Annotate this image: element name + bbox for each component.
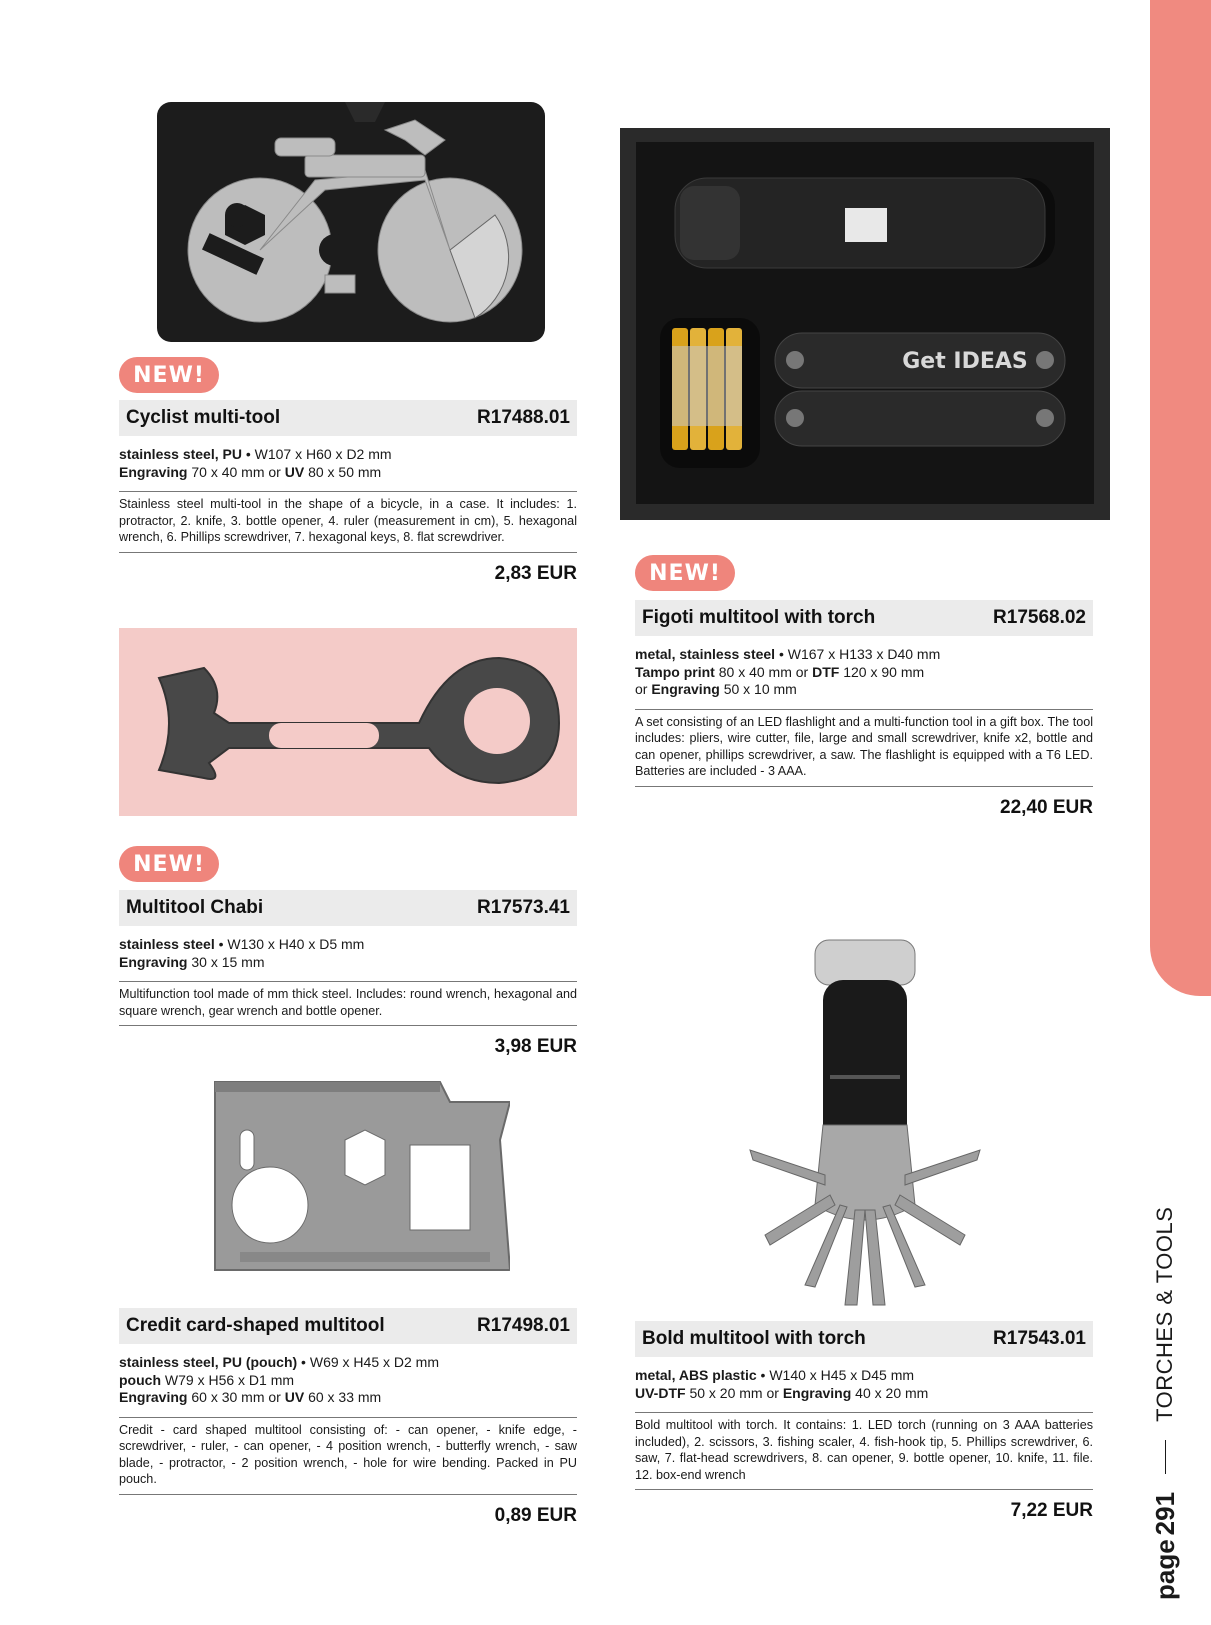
figoti-set-image — [620, 128, 1110, 520]
product-description: Bold multitool with torch. It contains: 1. LED torch (running on 3 AAA batteries included), 2. scissors, 3. fishing scaler, 4. fish-hook tip, 5. Phillips screwdriver, 6. saw, 7. flat-head screwdrivers, 8. can opener, 9. bottle opener, 10. knife, 11. file. 12. box-end wrench — [635, 1412, 1093, 1490]
product-description: Multifunction tool made of mm thick steel. Includes: round wrench, hexagonal and square wrench, gear wrench and bottle opener. — [119, 981, 577, 1026]
credit-card-multitool-image — [210, 1080, 510, 1280]
page-number: 291 — [1149, 1491, 1180, 1536]
product-price: 7,22 EUR — [1010, 1500, 1093, 1521]
product-name: Figoti multitool with torch — [642, 607, 876, 628]
product-cyclist-multitool — [119, 400, 577, 585]
product-specs: metal, ABS plastic • W140 x H45 x D45 mm UV-DTF 50 x 20 mm or Engraving 40 x 20 mm — [635, 1367, 929, 1401]
product-description: Credit - card shaped multitool consisting of: - can opener, - knife edge, - screwdriver, - ruler, - can opener, - 4 position wrench, - butterfly wrench, - saw blade, - protractor, - 2 position wrench, - hole for wire bending. Packed in PU pouch. — [119, 1417, 577, 1495]
figoti-logo-text: Get IDEAS — [902, 349, 1028, 374]
product-name: Bold multitool with torch — [642, 1328, 866, 1349]
product-code: R17488.01 — [477, 407, 570, 428]
product-multitool-chabi — [119, 890, 577, 1058]
new-badge: NEW! — [635, 555, 735, 591]
product-specs: stainless steel, PU • W107 x H60 x D2 mm Engraving 70 x 40 mm or UV 80 x 50 mm — [119, 446, 392, 480]
page-word: page — [1149, 1539, 1180, 1600]
product-title-bar — [119, 1308, 577, 1344]
product-description: A set consisting of an LED flashlight and a multi-function tool in a gift box. The tool includes: pliers, wire cutter, file, large and small screwdriver, knife x2, bottle and can opener, phillips screwdriver, a saw. The flashlight is equipped with a T6 LED. Batteries are included - 3 AAA. — [635, 709, 1093, 787]
product-code: R17543.01 — [993, 1328, 1086, 1349]
product-price: 2,83 EUR — [494, 562, 577, 584]
product-credit-card-multitool — [119, 1308, 577, 1527]
divider-dash — [1165, 1440, 1166, 1474]
product-code: R17573.41 — [477, 897, 570, 918]
product-name: Cyclist multi-tool — [126, 407, 281, 428]
product-description: Stainless steel multi-tool in the shape of a bicycle, in a case. It includes: 1. protractor, 2. knife, 3. bottle opener, 4. ruler (measurement in cm), 5. hexagonal wrench, 6. Phillips screwdriver, 7. hexagonal keys, 8. flat screwdriver. — [119, 491, 577, 553]
bold-multitool-image — [745, 935, 985, 1315]
cyclist-multitool-image — [155, 100, 547, 344]
category-label: TORCHES & TOOLS — [1152, 1206, 1177, 1422]
side-page-label — [1140, 1180, 1190, 1600]
product-title-bar — [635, 600, 1093, 636]
product-price: 3,98 EUR — [494, 1036, 577, 1057]
product-bold-multitool — [635, 1321, 1093, 1522]
product-name: Credit card-shaped multitool — [126, 1315, 385, 1336]
product-code: R17568.02 — [993, 607, 1086, 628]
multitool-chabi-image — [119, 628, 577, 816]
product-code: R17498.01 — [477, 1315, 570, 1336]
product-specs: stainless steel • W130 x H40 x D5 mm Engraving 30 x 15 mm — [119, 936, 365, 970]
product-title-bar — [119, 890, 577, 926]
product-price: 22,40 EUR — [1000, 796, 1093, 818]
product-title-bar — [119, 400, 577, 436]
product-price: 0,89 EUR — [494, 1504, 577, 1526]
product-specs: stainless steel, PU (pouch) • W69 x H45 x D2 mm pouch W79 x H56 x D1 mm Engraving 60 x 30 mm or UV 60 x 33 mm — [119, 1354, 439, 1405]
side-tab-accent — [1150, 0, 1211, 996]
product-figoti-multitool — [635, 600, 1093, 819]
product-title-bar — [635, 1321, 1093, 1357]
new-badge: NEW! — [119, 357, 219, 393]
product-specs: metal, stainless steel • W167 x H133 x D40 mm Tampo print 80 x 40 mm or DTF 120 x 90 mm or Engraving 50 x 10 mm — [635, 646, 941, 697]
new-badge: NEW! — [119, 846, 219, 882]
product-name: Multitool Chabi — [126, 897, 264, 918]
